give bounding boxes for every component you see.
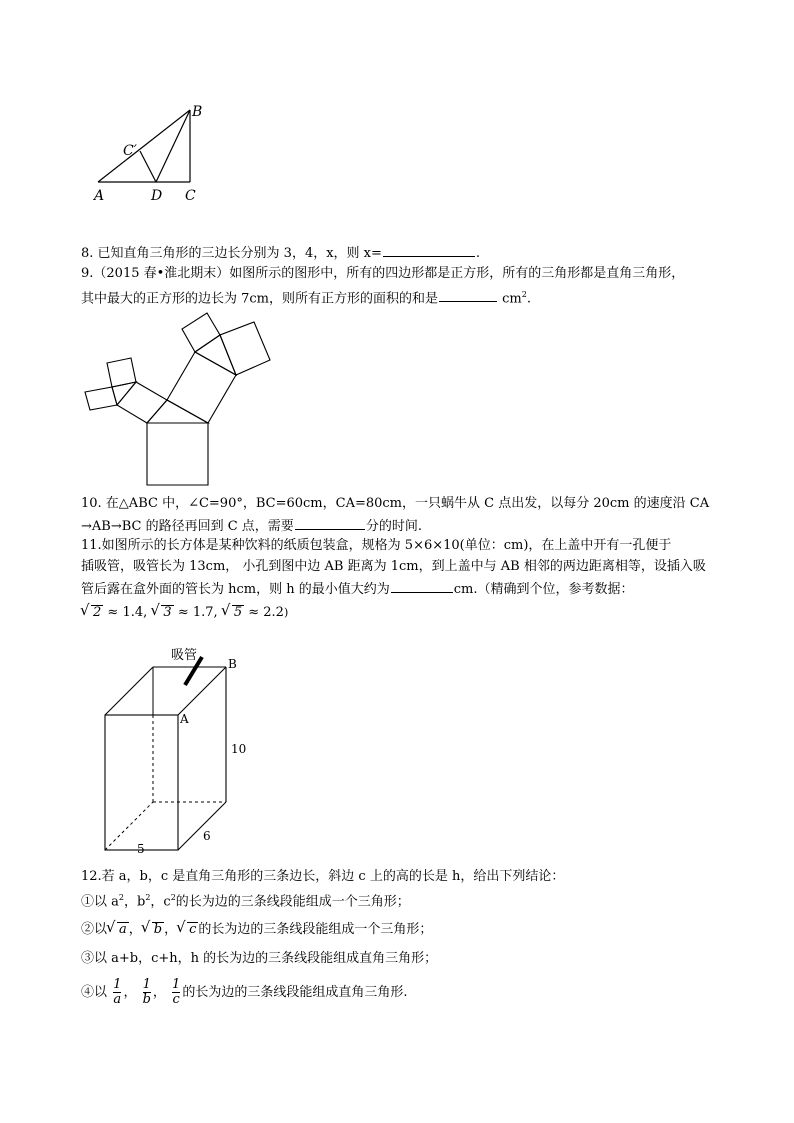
question-8: 8. 已知直角三角形的三边长分别为 3，4，x，则 x= . (81, 246, 481, 261)
question-10-line2: →AB→BC 的路径再回到 C 点，需要 分的时间. (81, 519, 422, 534)
figure-pythagoras-tree (80, 305, 280, 490)
label-box-b: B (228, 657, 237, 671)
question-12-item2: ②以√ a ，√ b ，√ c 的长为边的三条线段能组成一个三角形； (81, 922, 432, 938)
figure-triangle (90, 100, 220, 205)
fraction-1-a: $\frac{1}{a}$ (113, 977, 122, 1007)
question-12-line1: 12.若 a，b，c 是直角三角形的三条边长，斜边 c 上的高的长是 h，给出下列结论： (81, 869, 565, 884)
question-12-item1: ①以 $a^2$，$b^2$，$c^2$的长为边的三条线段能组成一个三角形； (81, 893, 410, 910)
label-c-prime: C′ (123, 143, 137, 159)
label-a: A (94, 188, 105, 204)
label-six: 6 (203, 829, 211, 843)
question-12-item4: ④以 $\frac{1}{a}$ ， $\frac{1}{b}$ ， $\frac{1}{c}$ 的长为边的三条线段能组成直角三角形. (81, 977, 408, 1007)
straw-label: 吸管 (171, 648, 198, 663)
label-c: C (185, 188, 196, 204)
question-10-line1: 10. 在△ABC 中，∠C=90°，BC=60cm，CA=80cm，一只蜗牛从 C 点出发，以每分 20cm 的速度沿 CA (81, 496, 710, 511)
question-9-line1: 9.（2015 春•淮北期末）如图所示的图形中，所有的四边形都是正方形，所有的三角形都是直角三角形， (81, 266, 685, 281)
label-five: 5 (137, 842, 145, 856)
answer-blank-8[interactable] (383, 244, 475, 257)
fraction-1-b: $\frac{1}{b}$ (142, 977, 151, 1007)
question-11-line3: 管后露在盒外面的管长为 hcm，则 h 的最小值大约为 cm.（精确到个位，参考数据： (81, 582, 634, 597)
figure-box (95, 645, 265, 860)
label-ten: 10 (231, 742, 247, 756)
answer-blank-9[interactable] (439, 289, 497, 302)
label-box-a: A (180, 712, 189, 726)
question-11-line2: 插吸管，吸管长为 13cm， 小孔到图中边 AB 距离为 1cm，到上盖中与 AB 相邻的两边距离相等，设插入吸 (81, 559, 706, 574)
fraction-1-c: $\frac{1}{c}$ (172, 977, 181, 1007)
question-11-approx: √ 2 ≈ 1.4, √ 3 ≈ 1.7, √ 5 ≈ 2.2) (81, 605, 288, 621)
question-12-item3: ③以 a+b，c+h，h 的长为边的三条线段能组成直角三角形； (81, 951, 438, 966)
answer-blank-11[interactable] (391, 580, 453, 593)
answer-blank-10[interactable] (295, 517, 365, 530)
question-11-line1: 11.如图所示的长方体是某种饮料的纸质包装盒，规格为 5×6×10(单位：cm)，在上盖中开有一孔便于 (81, 538, 672, 553)
label-b: B (192, 104, 203, 120)
label-d: D (151, 188, 163, 204)
question-9-line2: 其中最大的正方形的边长为 7cm，则所有正方形的面积的和是 $cm^2$. (81, 290, 531, 307)
